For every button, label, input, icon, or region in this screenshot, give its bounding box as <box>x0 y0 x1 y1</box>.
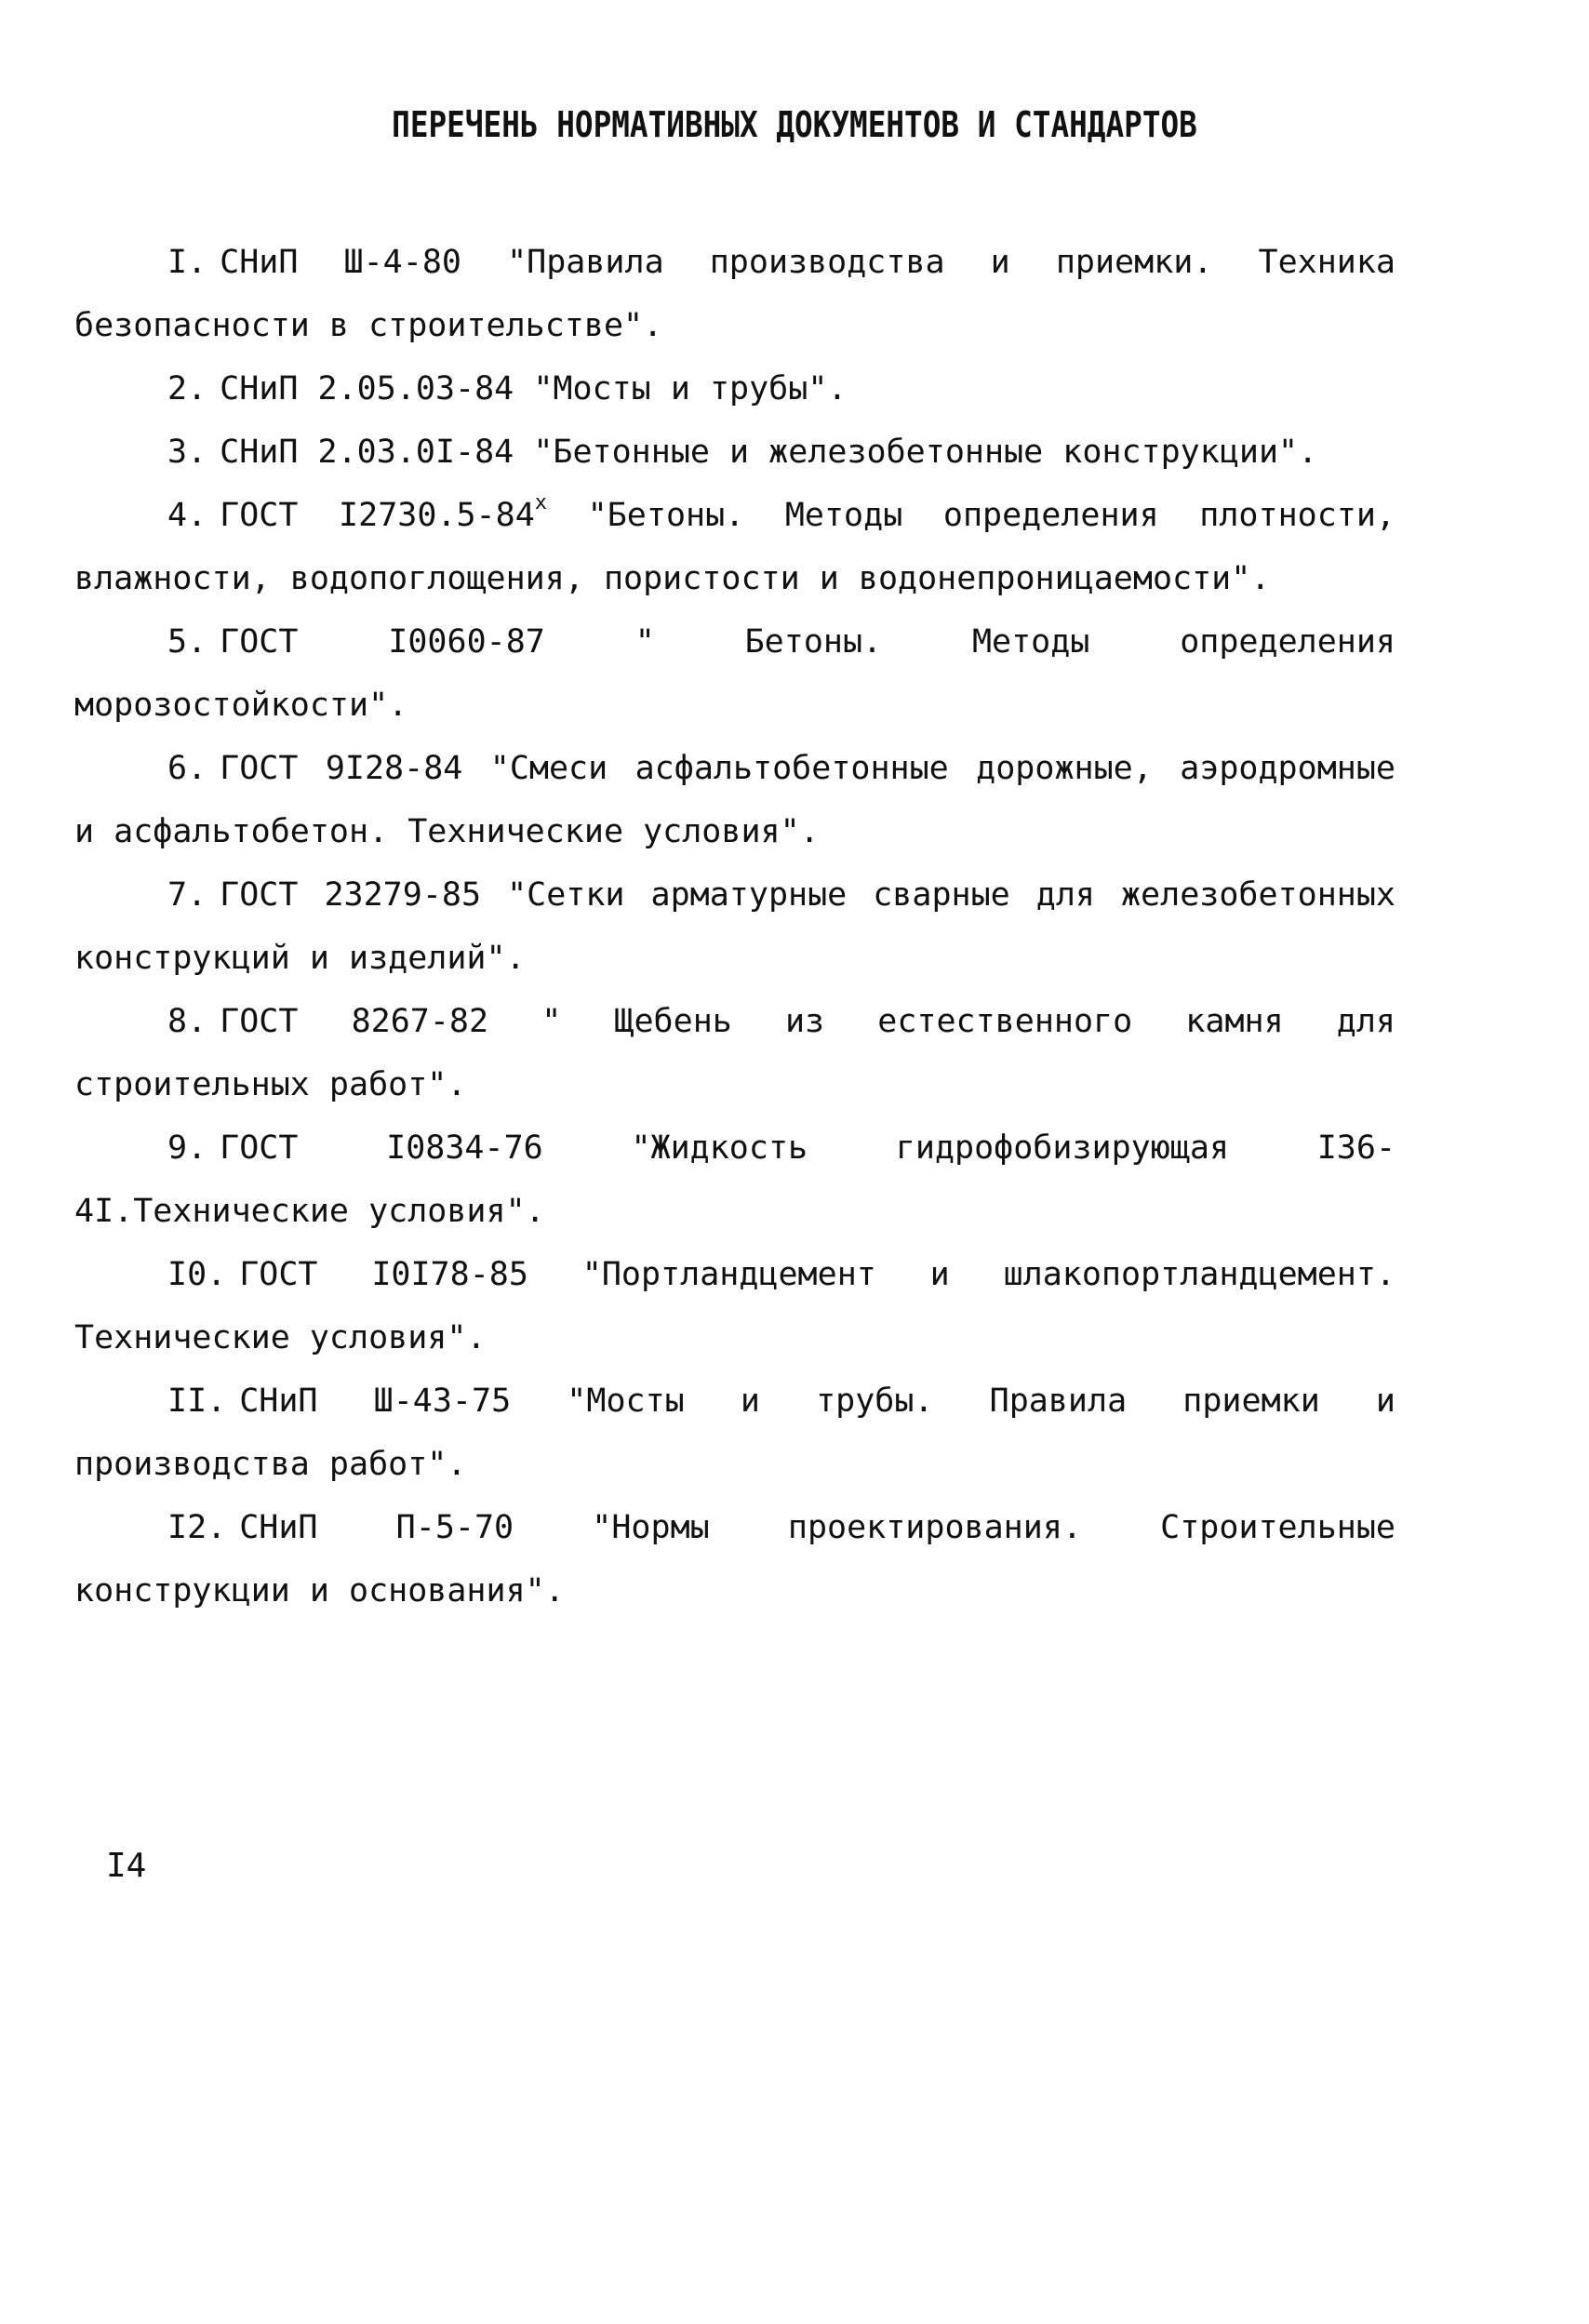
list-item <box>74 231 1395 357</box>
item-code: ГОСТ 8267-82 <box>220 1003 489 1040</box>
item-title: "Жидкость гидрофобизирующая I36-4I.Технические условия". <box>74 1129 1396 1230</box>
item-title: "Нормы проектирования. Строительные конструкции и основания". <box>74 1509 1395 1609</box>
item-number: 6. <box>167 750 207 787</box>
item-number: I. <box>167 244 207 281</box>
document-list <box>74 231 1395 1623</box>
item-number: I2. <box>167 1509 227 1546</box>
item-title: "Смеси асфальтобетонные дорожные, аэродромные и асфальтобетон. Технические условия". <box>74 750 1395 850</box>
item-code: ГОСТ 9I28-84 <box>220 750 463 787</box>
list-item <box>74 484 1395 610</box>
list-item <box>74 357 1395 421</box>
item-number: 7. <box>167 876 207 914</box>
page-title: ПЕРЕЧЕНЬ НОРМАТИВНЫХ ДОКУМЕНТОВ И СТАНДАРТОВ <box>392 104 1197 145</box>
item-number: I0. <box>167 1256 227 1293</box>
item-code: СНиП 2.03.0I-84 <box>220 434 514 471</box>
list-item <box>74 1496 1395 1623</box>
list-item <box>74 421 1395 484</box>
item-number: 4. <box>167 497 207 534</box>
item-title: "Бетоны. Методы определения плотности, влажности, водопоглощения, пористости и водонепроницаемости". <box>74 497 1396 597</box>
list-item <box>74 610 1395 737</box>
list-item <box>74 737 1395 863</box>
item-title: "Правила производства и приемки. Техника безопасности в строительстве". <box>74 244 1395 344</box>
item-code: СНиП П-5-70 <box>239 1509 514 1546</box>
item-code: ГОСТ I0I78-85 <box>239 1256 528 1293</box>
item-title: " Щебень из естественного камня для строительных работ". <box>74 1003 1395 1103</box>
item-title: "Мосты и трубы. Правила приемки и производства работ". <box>74 1382 1395 1483</box>
list-item <box>74 990 1395 1116</box>
item-title: "Портландцемент и шлакопортландцемент. Технические условия". <box>74 1256 1396 1356</box>
item-code: СНиП Ш-4-80 <box>220 244 461 281</box>
item-number: 2. <box>167 370 207 407</box>
list-item <box>74 863 1395 990</box>
item-number: 9. <box>167 1129 207 1167</box>
item-title: "Сетки арматурные сварные для железобетонных конструкций и изделий". <box>74 876 1395 977</box>
item-number: 5. <box>167 623 207 661</box>
item-code: ГОСТ I0834-76 <box>220 1129 543 1167</box>
item-code: СНиП Ш-43-75 <box>239 1382 512 1420</box>
list-item <box>74 1116 1395 1243</box>
item-number: 3. <box>167 434 207 471</box>
page-number: I4 <box>106 1847 147 1885</box>
item-number: 8. <box>167 1003 207 1040</box>
item-code: СНиП 2.05.03-84 <box>220 370 514 407</box>
item-title: "Мосты и трубы". <box>533 370 848 407</box>
item-number: II. <box>167 1382 227 1420</box>
item-title: " Бетоны. Методы определения морозостойкости". <box>74 623 1396 724</box>
item-code: ГОСТ I2730.5-84 <box>220 497 535 534</box>
list-item <box>74 1243 1395 1369</box>
item-code: ГОСТ 23279-85 <box>220 876 482 914</box>
item-code: ГОСТ I0060-87 <box>220 623 545 661</box>
item-code-superscript: x <box>534 491 548 514</box>
item-title: "Бетонные и железобетонные конструкции". <box>533 434 1318 471</box>
list-item <box>74 1369 1395 1496</box>
